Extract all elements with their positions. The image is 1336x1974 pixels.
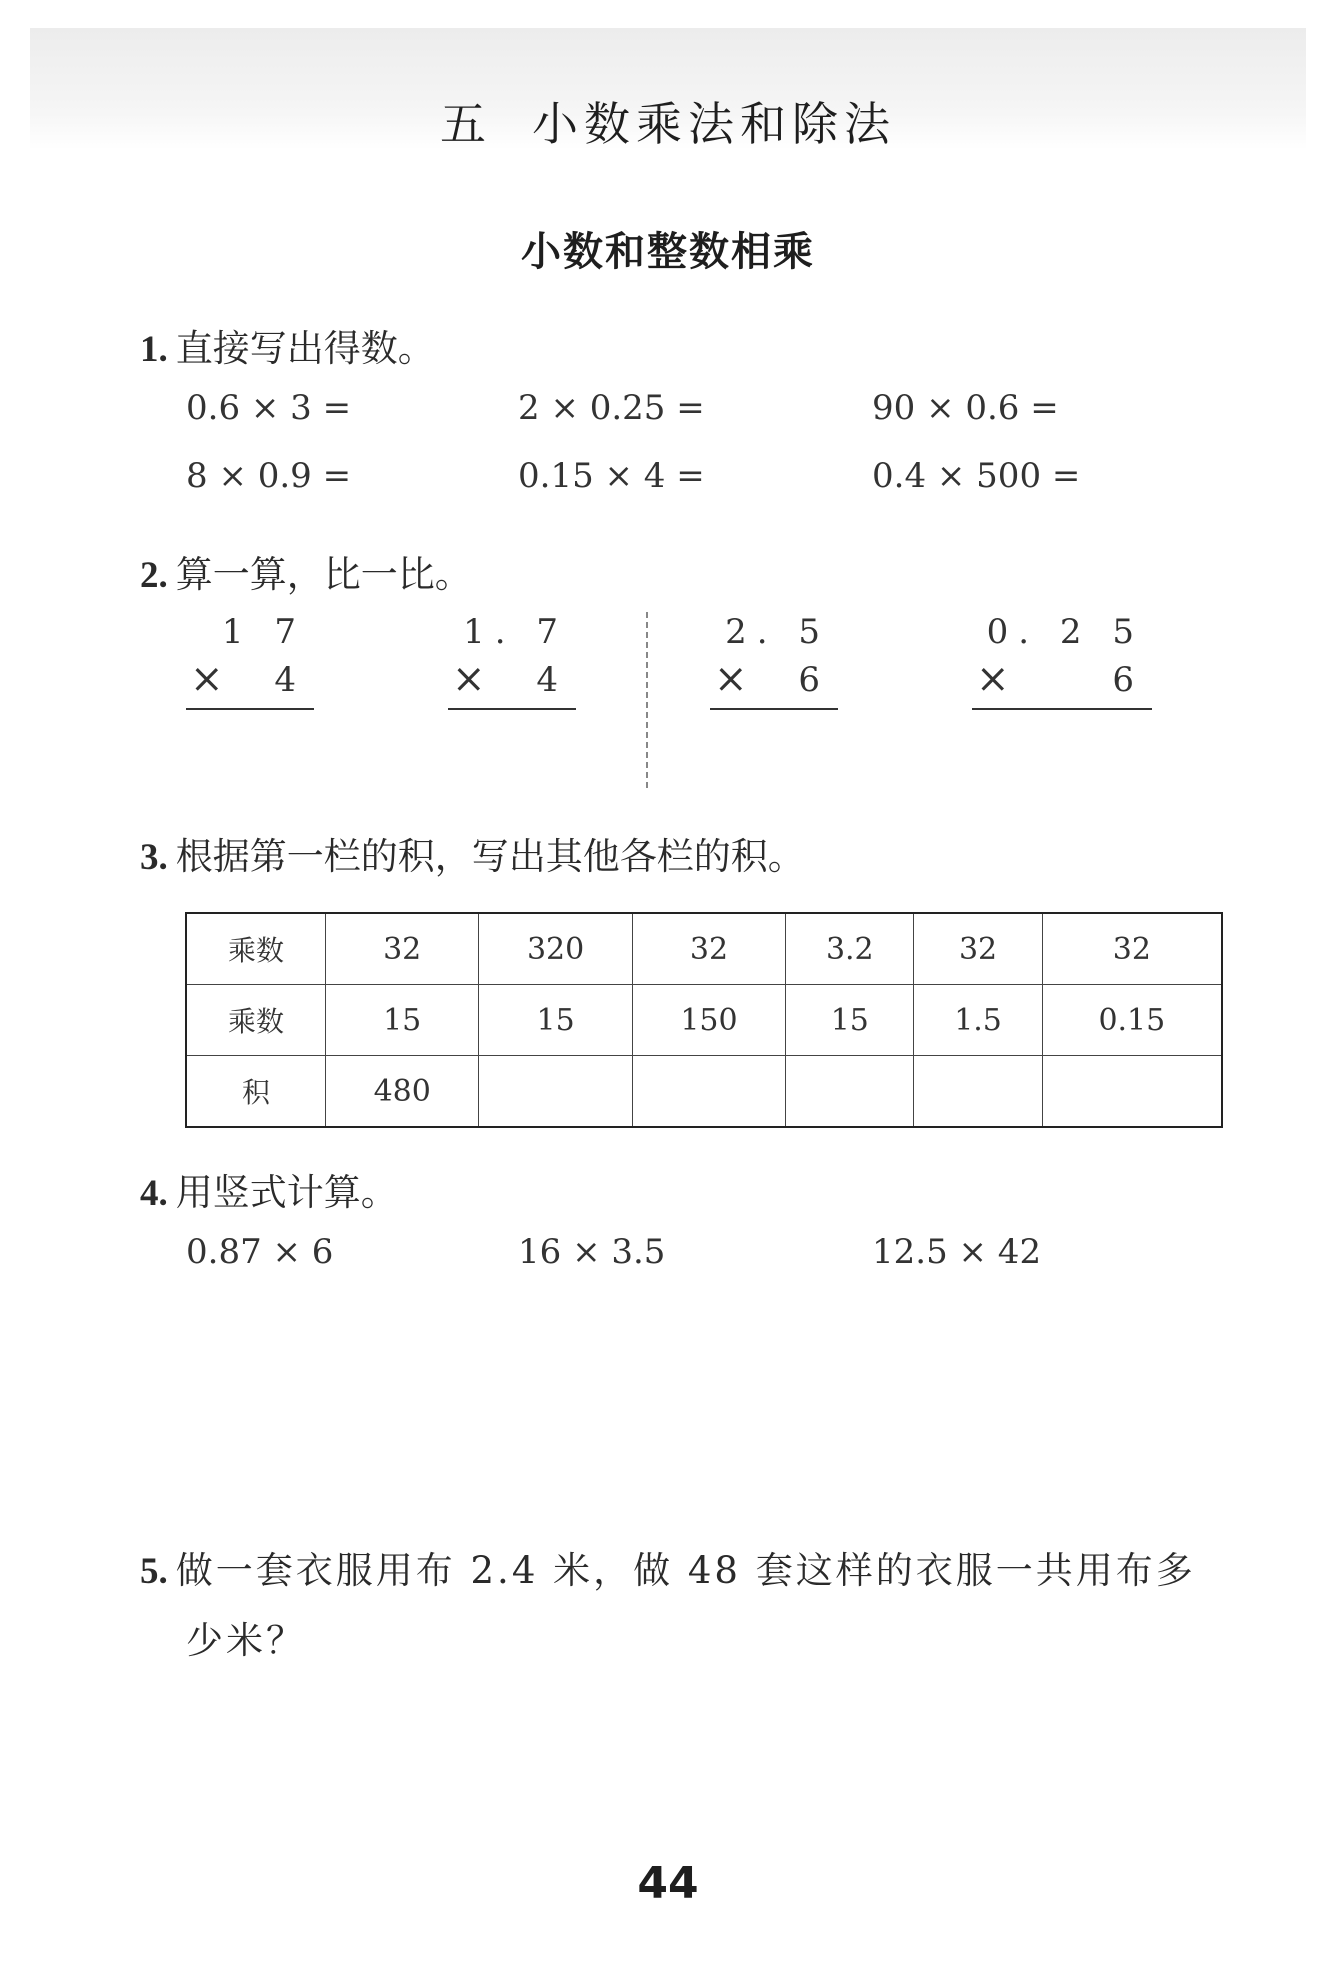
question-4 bbox=[140, 1162, 398, 1216]
vertical-multiplication-3 bbox=[710, 612, 838, 712]
page-number: 44 bbox=[637, 1858, 699, 1909]
q1-item: 0.6 × 3 = bbox=[186, 388, 352, 428]
question-5-line-1: 做一套衣服用布 2.4 米，做 48 套这样的衣服一共用布多 bbox=[175, 1549, 1196, 1592]
answer-cell[interactable] bbox=[479, 1056, 632, 1128]
table-cell: 1.5 bbox=[914, 985, 1042, 1056]
table-row bbox=[186, 985, 1222, 1056]
table-cell: 32 bbox=[1042, 913, 1222, 985]
times-symbol: × bbox=[714, 656, 748, 702]
chapter-number: 五 bbox=[440, 97, 492, 151]
table-cell: 150 bbox=[632, 985, 785, 1056]
table-cell: 32 bbox=[632, 913, 785, 985]
q1-item: 0.4 × 500 = bbox=[872, 456, 1081, 496]
table-cell: 320 bbox=[479, 913, 632, 985]
q4-item: 0.87 × 6 bbox=[186, 1232, 334, 1272]
question-3 bbox=[140, 826, 805, 880]
table-cell: 15 bbox=[479, 985, 632, 1056]
multiplier: 6 bbox=[798, 660, 830, 700]
table-row bbox=[186, 1056, 1222, 1128]
table-cell: 0.15 bbox=[1042, 985, 1222, 1056]
question-5-continued: 少米？ bbox=[186, 1619, 306, 1662]
row-header: 乘数 bbox=[186, 985, 326, 1056]
question-1-number: 1. bbox=[140, 329, 168, 370]
table-cell: 3.2 bbox=[786, 913, 914, 985]
answer-cell[interactable] bbox=[786, 1056, 914, 1128]
q1-item: 0.15 × 4 = bbox=[518, 456, 705, 496]
multiplicand: 1 7 bbox=[221, 612, 306, 652]
table-cell: 32 bbox=[914, 913, 1042, 985]
times-symbol: × bbox=[190, 656, 224, 702]
question-4-number: 4. bbox=[140, 1173, 168, 1214]
q1-item: 90 × 0.6 = bbox=[872, 388, 1059, 428]
question-5 bbox=[140, 1540, 1196, 1594]
question-3-number: 3. bbox=[140, 837, 168, 878]
question-4-prompt: 用竖式计算。 bbox=[175, 1171, 398, 1214]
product-table bbox=[185, 912, 1223, 1128]
question-2-number: 2. bbox=[140, 555, 168, 596]
answer-line bbox=[972, 708, 1152, 710]
chapter-title bbox=[0, 88, 1336, 154]
q1-item: 8 × 0.9 = bbox=[186, 456, 352, 496]
row-header: 积 bbox=[186, 1056, 326, 1128]
times-symbol: × bbox=[452, 656, 486, 702]
answer-line bbox=[186, 708, 314, 710]
answer-line bbox=[710, 708, 838, 710]
q1-item: 2 × 0.25 = bbox=[518, 388, 705, 428]
multiplicand: 0. 2 5 bbox=[986, 612, 1144, 652]
answer-cell[interactable] bbox=[914, 1056, 1042, 1128]
answer-cell[interactable] bbox=[1042, 1056, 1222, 1128]
multiplier: 4 bbox=[536, 660, 568, 700]
multiplier: 6 bbox=[1112, 660, 1144, 700]
q4-item: 12.5 × 42 bbox=[872, 1232, 1042, 1272]
multiplicand: 2. 5 bbox=[725, 612, 830, 652]
table-cell: 32 bbox=[326, 913, 479, 985]
table-row bbox=[186, 913, 1222, 985]
table-cell: 15 bbox=[326, 985, 479, 1056]
table-cell: 480 bbox=[326, 1056, 479, 1128]
multiplicand: 1. 7 bbox=[463, 612, 568, 652]
dashed-divider bbox=[646, 612, 648, 788]
section-title: 小数和整数相乘 bbox=[521, 229, 815, 275]
question-1 bbox=[140, 318, 435, 372]
vertical-multiplication-2 bbox=[448, 612, 576, 712]
times-symbol: × bbox=[976, 656, 1010, 702]
chapter-name: 小数乘法和除法 bbox=[532, 97, 896, 151]
row-header: 乘数 bbox=[186, 913, 326, 985]
multiplier: 4 bbox=[274, 660, 306, 700]
question-3-prompt: 根据第一栏的积，写出其他各栏的积。 bbox=[175, 835, 805, 878]
vertical-multiplication-1 bbox=[186, 612, 314, 712]
question-5-number: 5. bbox=[140, 1551, 168, 1592]
answer-line bbox=[448, 708, 576, 710]
question-2-prompt: 算一算，比一比。 bbox=[175, 553, 472, 596]
answer-cell[interactable] bbox=[632, 1056, 785, 1128]
vertical-multiplication-4 bbox=[972, 612, 1152, 712]
question-2 bbox=[140, 544, 472, 598]
question-1-prompt: 直接写出得数。 bbox=[175, 327, 435, 370]
q4-item: 16 × 3.5 bbox=[518, 1232, 666, 1272]
table-cell: 15 bbox=[786, 985, 914, 1056]
